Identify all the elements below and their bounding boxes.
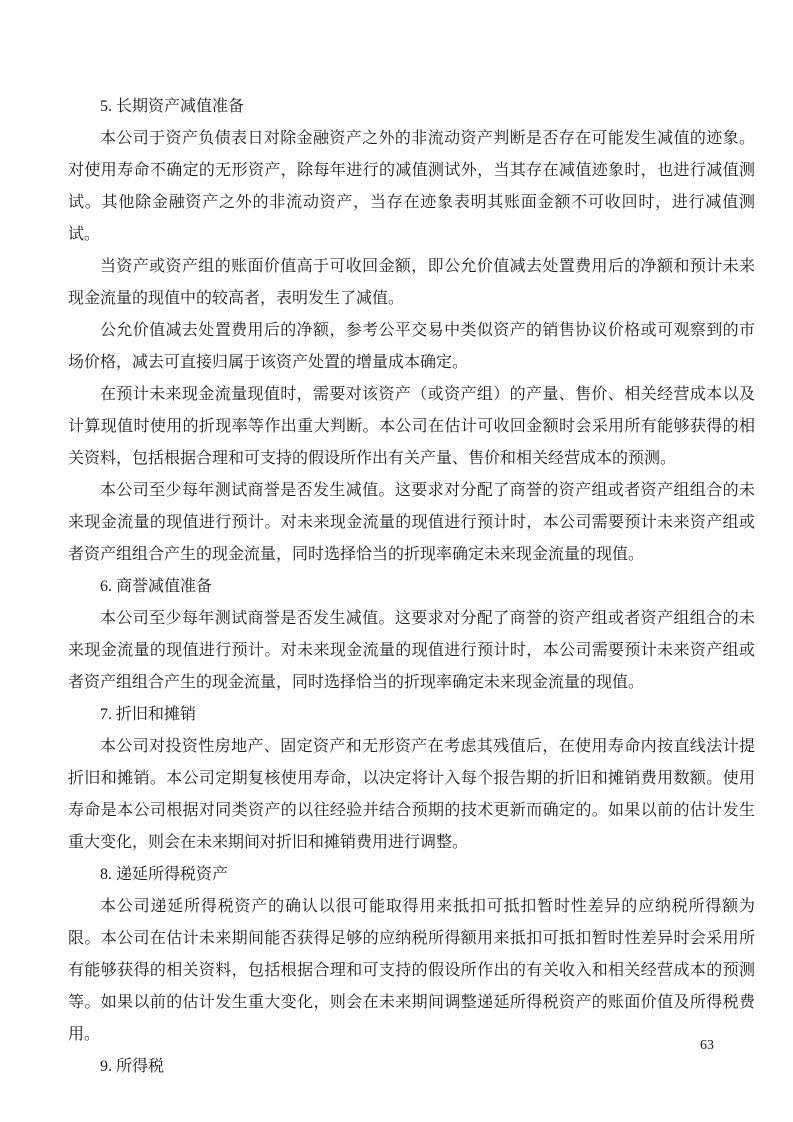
paragraph: 本公司于资产负债表日对除金融资产之外的非流动资产判断是否存在可能发生减值的迹象。对使用寿命不确定的无形资产，除每年进行的减值测试外，当其存在减值迹象时，也进行减值测试。其他除金融资产之外的非流动资产，当存在迹象表明其账面金额不可收回时，进行减值测试。 xyxy=(68,130,755,243)
section-heading: 8. 递延所得税资产 xyxy=(100,866,229,883)
paragraph: 在预计未来现金流量现值时，需要对该资产（或资产组）的产量、售价、相关经营成本以及计算现值时使用的折现率等作出重大判断。本公司在估计可收回金额时会采用所有能够获得的相关资料，包括根据合理和可支持的假设所作出有关产量、售价和相关经营成本的预测。 xyxy=(68,386,755,467)
section-goodwill-impairment xyxy=(68,571,755,699)
paragraph: 本公司对投资性房地产、固定资产和无形资产在考虑其残值后，在使用寿命内按直线法计提折旧和摊销。本公司定期复核使用寿命，以决定将计入每个报告期的折旧和摊销费用数额。使用寿命是本公司根据对同类资产的以往经验并结合预期的技术更新而确定的。如果以前的估计发生重大变化，则会在未来期间对折旧和摊销费用进行调整。 xyxy=(68,738,755,851)
section-deferred-tax-assets xyxy=(68,859,755,1051)
section-heading: 6. 商誉减值准备 xyxy=(100,578,213,595)
section-heading: 5. 长期资产减值准备 xyxy=(100,98,245,115)
document-body xyxy=(68,91,755,1083)
paragraph: 本公司至少每年测试商誉是否发生减值。这要求对分配了商誉的资产组或者资产组组合的未来现金流量的现值进行预计。对未来现金流量的现值进行预计时，本公司需要预计未来资产组或者资产组组合产生的现金流量，同时选择恰当的折现率确定未来现金流量的现值。 xyxy=(68,482,755,563)
paragraph: 本公司至少每年测试商誉是否发生减值。这要求对分配了商誉的资产组或者资产组组合的未来现金流量的现值进行预计。对未来现金流量的现值进行预计时，本公司需要预计未来资产组或者资产组组合产生的现金流量，同时选择恰当的折现率确定未来现金流量的现值。 xyxy=(68,610,755,691)
section-heading: 7. 折旧和摊销 xyxy=(100,706,197,723)
paragraph: 本公司递延所得税资产的确认以很可能取得用来抵扣可抵扣暂时性差异的应纳税所得额为限。本公司在估计未来期间能否获得足够的应纳税所得额用来抵扣可抵扣暂时性差异时会采用所有能够获得的相关资料，包括根据合理和可支持的假设所作出的有关收入和相关经营成本的预测等。如果以前的估计发生重大变化，则会在未来期间调整递延所得税资产的账面价值及所得税费用。 xyxy=(68,898,755,1043)
page-number: 63 xyxy=(700,1038,714,1053)
paragraph: 当资产或资产组的账面价值高于可收回金额，即公允价值减去处置费用后的净额和预计未来现金流量的现值中的较高者，表明发生了减值。 xyxy=(68,258,755,307)
section-heading: 9. 所得税 xyxy=(100,1058,165,1075)
section-long-term-asset-impairment xyxy=(68,91,755,571)
section-depreciation-amortization xyxy=(68,699,755,859)
section-income-tax xyxy=(68,1051,755,1083)
paragraph: 公允价值减去处置费用后的净额，参考公平交易中类似资产的销售协议价格或可观察到的市场价格，减去可直接归属于该资产处置的增量成本确定。 xyxy=(68,322,755,371)
